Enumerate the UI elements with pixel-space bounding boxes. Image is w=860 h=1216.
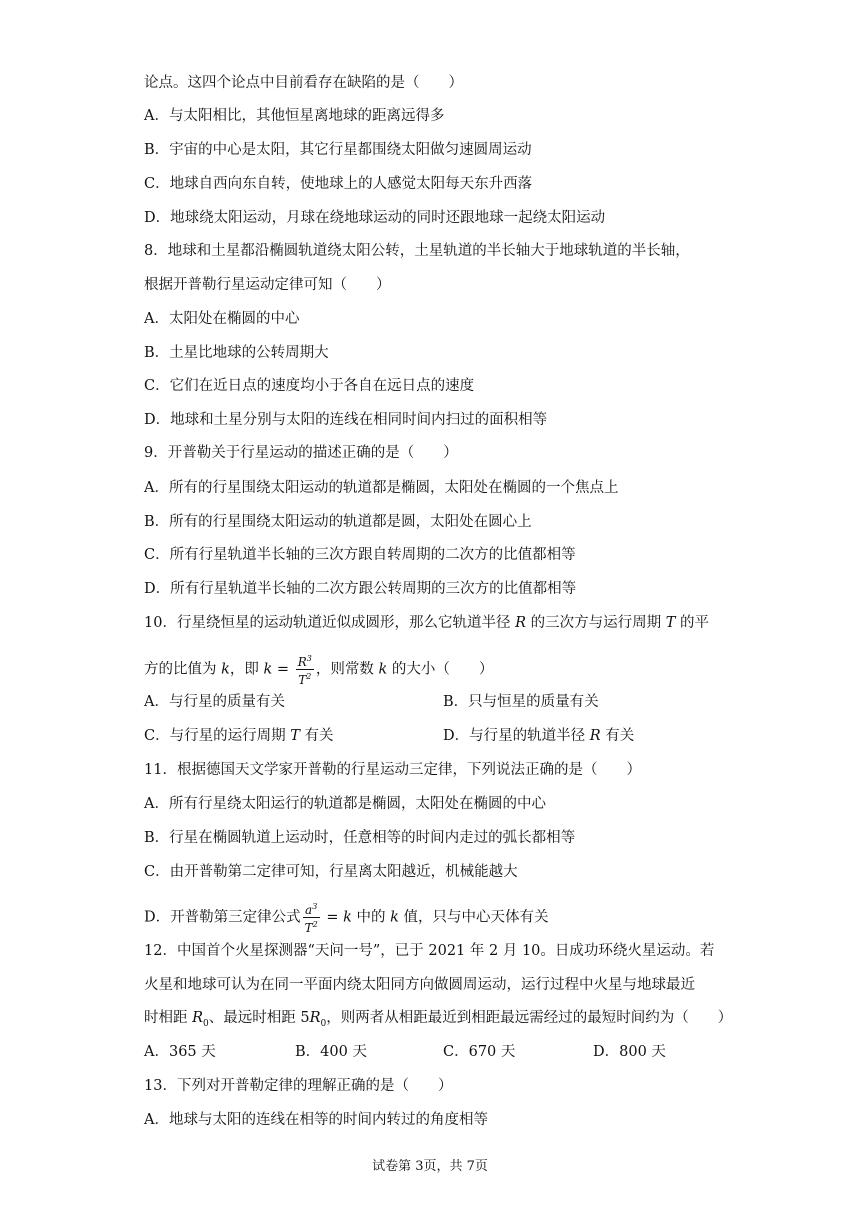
q10-text: ，则常数 — [315, 661, 379, 678]
q10-text: 的三次方与运行周期 — [525, 615, 666, 631]
q13-stem: 13．下列对开普勒定律的理解正确的是（ ） — [144, 1078, 453, 1094]
q10-text: 方的比值为 — [144, 661, 222, 678]
q12-option-d: D．800 天 — [593, 1044, 666, 1060]
q11-option-d — [144, 900, 549, 935]
q12-option-c: C．670 天 — [443, 1044, 516, 1060]
q11-option-a: A．所有行星绕太阳运行的轨道都是椭圆，太阳处在椭圆的中心 — [144, 796, 546, 812]
q10-option-a: A．与行星的质量有关 — [144, 694, 285, 710]
q9-stem: 9．开普勒关于行星运动的描述正确的是（ ） — [144, 445, 458, 461]
q9-option-b: B．所有的行星围绕太阳运动的轨道都是圆，太阳处在圆心上 — [144, 514, 532, 530]
q12-var-r0: R — [192, 1010, 204, 1026]
q12-stem-line1: 12．中国首个火星探测器“天问一号”，已于 2021 年 2 月 10。日成功环绕火星运动。若 — [144, 943, 715, 959]
q7-option-d: D．地球绕太阳运动，月球在绕地球运动的同时还跟地球一起绕太阳运动 — [144, 210, 606, 226]
q9-option-d: D．所有行星轨道半长轴的二次方跟公转周期的三次方的比值都相等 — [144, 581, 577, 597]
q10-text: 的平 — [675, 615, 709, 631]
q13-option-a: A．地球与太阳的连线在相等的时间内转过的角度相等 — [144, 1112, 488, 1128]
q12-stem-line3: 时相距 $R_0$、最远时相距 $5R_0$，则两者从相距最近到相距最远需经过的最短时间约为（ ） — [144, 1010, 733, 1029]
q10-stem-line1 — [144, 613, 709, 633]
page-footer: 试卷第 3页，共 7页 — [372, 1159, 488, 1174]
q11-option-d-text: 值，只与中心天体有关 — [398, 909, 549, 926]
formula-equals-k: = k — [321, 909, 352, 926]
q10-text: 的大小（ ） — [387, 661, 494, 678]
q10-option-d-var: R — [589, 728, 601, 744]
fraction-numerator: R — [297, 655, 307, 669]
q8-option-b: B．土星比地球的公转周期大 — [144, 345, 329, 361]
q12-text: 时相距 — [144, 1010, 193, 1026]
q10-text: ，即 — [229, 661, 264, 678]
q11-option-d-text: 中的 — [351, 909, 391, 926]
q11-var-k: k — [390, 909, 399, 926]
q7-option-b: B．宇宙的中心是太阳，其它行星都围绕太阳做匀速圆周运动 — [144, 142, 532, 158]
fraction-numerator: a — [305, 903, 313, 917]
q10-option-c-var: T — [290, 728, 300, 744]
q11-option-c: C．由开普勒第二定律可知，行星离太阳越近，机械能越大 — [144, 864, 518, 880]
q10-var-r: R — [515, 615, 526, 631]
q10-text: 10．行星绕恒星的运动轨道近似成圆形，那么它轨道半径 — [144, 615, 516, 631]
q11-option-b: B．行星在椭圆轨道上运动时，任意相等的时间内走过的弧长都相等 — [144, 830, 576, 846]
q10-option-d — [443, 726, 634, 746]
kepler-fraction: $\frac{R^3}{T^2}$ — [297, 654, 312, 687]
q12-text: ，则两者从相距最近到相距最远需经过的最短时间约为（ ） — [326, 1010, 733, 1026]
q9-option-c: C．所有行星轨道半长轴的三次方跟自转周期的二次方的比值都相等 — [144, 547, 576, 563]
q10-option-c — [144, 726, 333, 746]
q10-var-k2: k — [378, 661, 388, 678]
q12-text: 、最远时相距 5 — [208, 1010, 310, 1026]
formula-k: k — [263, 661, 273, 678]
q10-var-k: k — [221, 661, 230, 678]
q7-option-a: A．与太阳相比，其他恒星离地球的距离远得多 — [144, 108, 445, 124]
q12-option-a: A．365 天 — [144, 1044, 216, 1060]
q8-option-d: D．地球和土星分别与太阳的连线在相同时间内扫过的面积相等 — [144, 412, 548, 428]
q10-option-c-text: 有关 — [299, 728, 334, 744]
q10-option-d-text: 有关 — [600, 728, 635, 744]
question-7-stem-tail: 论点。这四个论点中目前看存在缺陷的是（ ） — [144, 75, 463, 91]
q12-var-r0: R — [309, 1010, 321, 1026]
kepler-third-law-fraction: $\frac{a^3}{T^2}$ — [304, 902, 318, 935]
q11-option-d-text: D．开普勒第三定律公式 — [144, 909, 301, 926]
q10-stem-line2: 方的比值为 k，即 k = $\frac{R^3}{T^2}$ ，则常数 k 的大小（ ） — [144, 654, 494, 687]
q11-stem: 11．根据德国天文学家开普勒的行星运动三定律，下列说法正确的是（ ） — [144, 762, 641, 778]
q8-option-c: C．它们在近日点的速度均小于各自在远日点的速度 — [144, 378, 475, 394]
q8-option-a: A．太阳处在椭圆的中心 — [144, 311, 300, 327]
q10-option-b: B．只与恒星的质量有关 — [443, 694, 599, 710]
q12-stem-line2: 火星和地球可认为在同一平面内绕太阳同方向做圆周运动，运行过程中火星与地球最近 — [144, 977, 695, 993]
q9-option-a: A．所有的行星围绕太阳运动的轨道都是椭圆，太阳处在椭圆的一个焦点上 — [144, 480, 619, 496]
q8-stem-line2: 根据开普勒行星运动定律可知（ ） — [144, 277, 391, 293]
q10-option-c-text: C．与行星的运行周期 — [144, 728, 291, 744]
q8-stem-line1: 8．地球和土星都沿椭圆轨道绕太阳公转，土星轨道的半长轴大于地球轨道的半长轴， — [144, 243, 690, 259]
q10-option-d-text: D．与行星的轨道半径 — [443, 728, 590, 744]
q12-option-b: B．400 天 — [295, 1044, 367, 1060]
fraction-denominator: T — [298, 673, 307, 687]
fraction-denominator: T — [304, 921, 313, 935]
q7-option-c: C．地球自西向东自转，使地球上的人感觉太阳每天东升西落 — [144, 176, 533, 192]
q10-var-t: T — [665, 615, 676, 631]
